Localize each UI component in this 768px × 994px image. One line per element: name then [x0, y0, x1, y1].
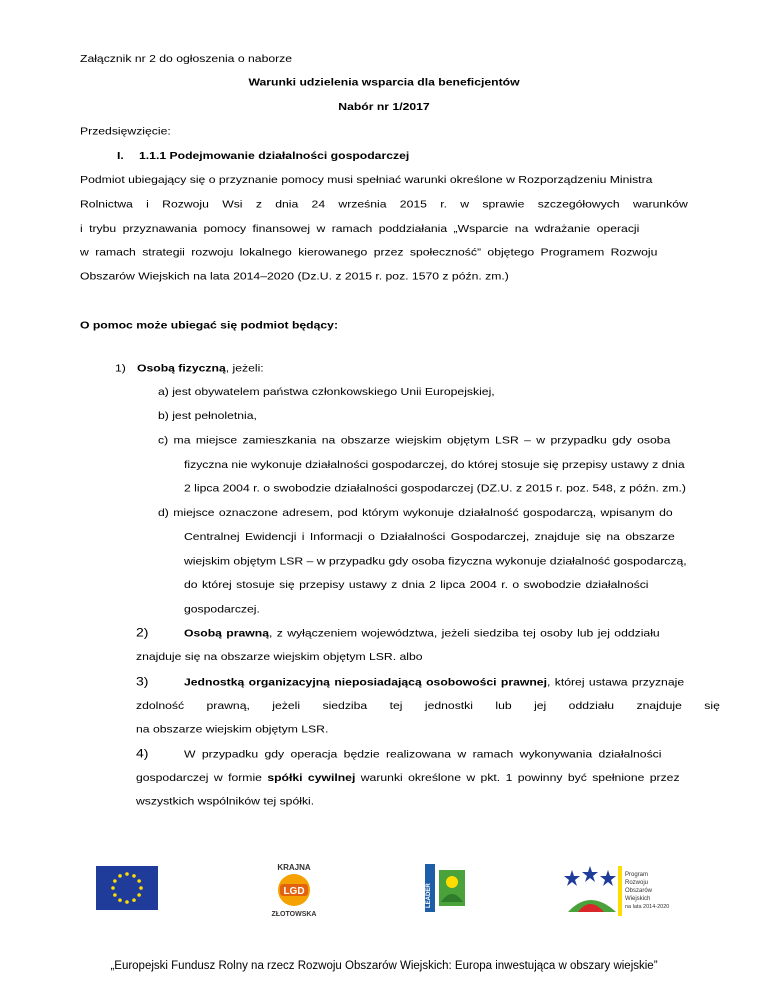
item-1d-line-3: wiejskim objętym LSR – w przypadku gdy osoba fizyczna wykonuje działalność gospodarczą,	[184, 555, 687, 567]
prow-line-3: Obszarów	[625, 888, 653, 894]
item-3-text	[184, 677, 684, 687]
item-3-line-2-word: oddziału	[568, 699, 615, 712]
eu-star	[132, 898, 136, 902]
eu-star	[132, 874, 136, 878]
item-1-rest: , jeżeli:	[225, 362, 264, 374]
logos-row	[0, 860, 768, 930]
item-1c-line-2: fizyczna nie wykonuje działalności gospodarczej, do której stosuje się przepisy ustawy z dnia	[184, 458, 685, 471]
intro-line-1: Podmiot ubiegający się o przyznanie pomocy musi spełniać warunki określone w Rozporządzeniu Ministra	[80, 173, 653, 186]
item-4-post: warunki określone w pkt. 1 powinny być spełnione przez	[355, 771, 680, 784]
intro-line-2-word: Rolnictwa	[80, 198, 133, 210]
eu-star	[137, 893, 141, 897]
item-1d-line-1: d) miejsce oznaczone adresem, pod którym wykonuje działalność gospodarczą, wpisanym do	[158, 506, 673, 519]
item-3-line-2-word: zdolność	[136, 699, 185, 712]
lgd-krajna-logo	[262, 860, 326, 922]
intro-line-2-word: sprawie	[482, 198, 525, 210]
item-3-line-2-word: prawną,	[206, 699, 250, 712]
item-2-number: 2)	[136, 625, 149, 640]
eu-star	[113, 879, 117, 883]
annex-label: Załącznik nr 2 do ogłoszenia o naborze	[80, 52, 293, 65]
eligibility-heading: O pomoc może ubiegać się podmiot będący:	[80, 319, 339, 331]
intro-line-4: w ramach strategii rozwoju lokalnego kierowanego przez społeczność” objętego Programem Rozwoju	[80, 246, 658, 258]
item-1-text	[137, 363, 264, 373]
leader-logo	[425, 864, 469, 912]
item-3-line-2-word: jeżeli	[272, 699, 301, 712]
prow-logo	[560, 862, 680, 920]
item-4-line-3: wszystkich wspólników tej spółki.	[136, 795, 315, 808]
item-2-bold: Osobą prawną	[184, 627, 269, 640]
item-1b: b) jest pełnoletnia,	[158, 409, 257, 422]
section-number: I.	[117, 149, 124, 162]
prow-line-1: Program	[625, 872, 649, 878]
item-4-number: 4)	[136, 746, 149, 761]
item-3-line-2-word: jej	[534, 699, 547, 712]
item-2-text	[184, 628, 660, 638]
section-title: 1.1.1 Podejmowanie działalności gospodarczej	[139, 149, 410, 162]
item-3-line-3: na obszarze wiejskim objętym LSR.	[136, 723, 329, 735]
lgd-mid-text: LGD	[283, 886, 305, 897]
intro-line-2	[80, 199, 688, 209]
item-4-line-1: W przypadku gdy operacja będzie realizowana w ramach wykonywania działalności	[184, 748, 662, 761]
eu-star	[139, 886, 143, 890]
prow-line-2: Rozwoju	[625, 880, 649, 886]
item-3-bold: Jednostką organizacyjną nieposiadającą osobowości prawnej	[184, 676, 547, 688]
lgd-bottom-text: ZŁOTOWSKA	[271, 911, 317, 918]
item-1-bold: Osobą fizyczną	[137, 362, 226, 374]
item-1d-line-2: Centralnej Ewidencji i Informacji o Działalności Gospodarczej, znajduje się na obszarze	[184, 530, 675, 543]
item-1a: a) jest obywatelem państwa członkowskiego Unii Europejskiej,	[158, 385, 495, 398]
footer-caption: „Europejski Fundusz Rolny na rzecz Rozwoju Obszarów Wiejskich: Europa inwestująca w obszary wiejskie”	[110, 960, 658, 972]
intro-line-2-word: warunków	[632, 198, 688, 210]
intro-line-2-word: w	[460, 198, 470, 210]
item-1c-line-1: c) ma miejsce zamieszkania na obszarze wiejskim objętym LSR – w przypadku gdy osoba	[158, 434, 671, 447]
intro-line-2-word: Rozwoju	[162, 198, 209, 210]
item-3-rest: , której ustawa przyznaje	[546, 676, 685, 688]
intro-line-2-word: z	[255, 198, 262, 210]
item-3-number: 3)	[136, 674, 149, 688]
document-title: Warunki udzielenia wsparcia dla beneficjentów	[248, 76, 520, 89]
eu-star	[113, 893, 117, 897]
lgd-top-text: KRAJNA	[277, 863, 311, 872]
item-4-line-2	[136, 773, 680, 783]
recruitment-number: Nabór nr 1/2017	[338, 100, 430, 113]
item-4-bold: spółki cywilnej	[267, 771, 356, 784]
item-3-line-2-word: jednostki	[424, 699, 473, 712]
intro-line-5: Obszarów Wiejskich na lata 2014–2020 (Dz.U. z 2015 r. poz. 1570 z późn. zm.)	[80, 270, 509, 283]
item-3-line-2-word: się	[704, 699, 720, 712]
intro-line-2-word: 2015	[399, 198, 427, 210]
eu-star	[118, 898, 122, 902]
item-3-line-2-word: znajduje	[636, 699, 682, 712]
prow-line-5: na lata 2014-2020	[625, 904, 670, 910]
item-1-number: 1)	[115, 362, 126, 374]
leader-text: LEADER	[426, 883, 432, 908]
prow-line-4: Wiejskich	[625, 896, 651, 902]
intro-line-3: i trybu przyznawania pomocy finansowej w ramach poddziałania „Wsparcie na wdrażanie operacji	[80, 222, 640, 235]
eu-star	[137, 879, 141, 883]
item-1c-line-3: 2 lipca 2004 r. o swobodzie działalności gospodarczej (DZ.U. z 2015 r. poz. 548, z późn. zm.)	[184, 482, 686, 494]
item-4-pre: gospodarczej w formie	[136, 771, 268, 784]
item-3-line-2-word: lub	[495, 699, 512, 712]
eu-star	[111, 886, 115, 890]
eu-star	[125, 900, 129, 904]
item-2-line-2: znajduje się na obszarze wiejskim objętym LSR. albo	[136, 651, 423, 663]
eu-star	[118, 874, 122, 878]
item-1d-line-5: gospodarczej.	[184, 603, 260, 615]
intro-line-2-word: szczegółowych	[537, 198, 620, 210]
item-3-line-2-word: tej	[389, 699, 403, 712]
item-3-line-2-word: siedziba	[322, 699, 368, 712]
item-1d-line-4: do której stosuje się przepisy ustawy z dnia 2 lipca 2004 r. o swobodzie działalności	[184, 578, 649, 591]
intro-line-2-word: września	[338, 198, 387, 210]
intro-line-2-word: dnia	[275, 198, 299, 210]
item-3-line-2	[136, 701, 720, 711]
eu-flag-icon	[96, 866, 158, 910]
intro-line-2-word: r.	[440, 198, 447, 210]
item-2-rest: , z wyłączeniem województwa, jeżeli siedziba tej osoby lub jej oddziału	[268, 627, 660, 640]
eu-star	[125, 872, 129, 876]
intro-line-2-word: Wsi	[222, 198, 243, 210]
intro-line-2-word: 24	[311, 198, 326, 210]
undertaking-label: Przedsięwzięcie:	[80, 125, 171, 137]
intro-line-2-word: i	[146, 198, 149, 210]
